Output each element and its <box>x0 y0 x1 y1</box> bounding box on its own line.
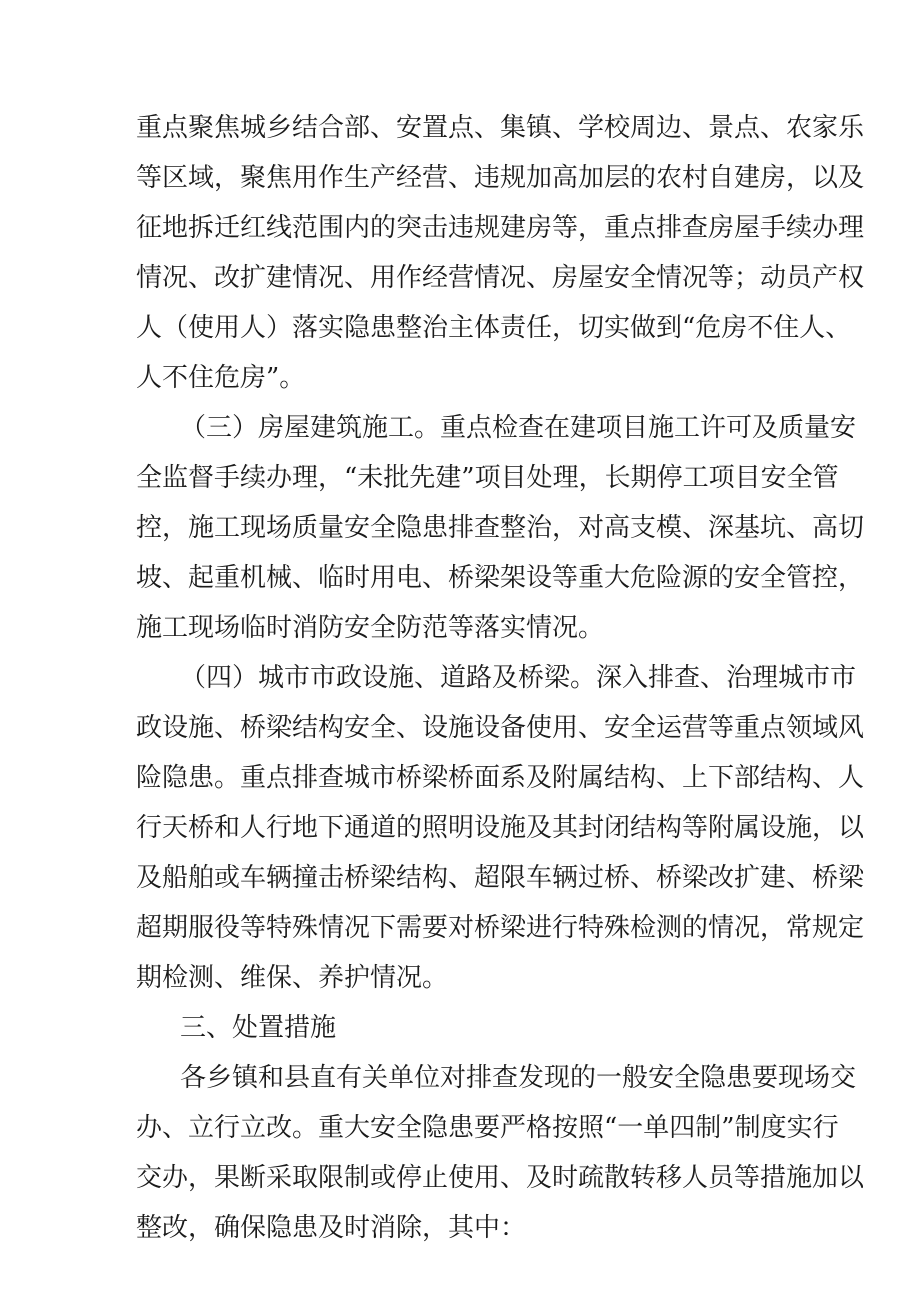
text-line: 施工现场临时消防安全防范等落实情况。 <box>136 613 605 643</box>
text-line: 征地拆迁红线范围内的突击违规建房等，重点排查房屋手续办理 <box>136 213 865 243</box>
chapter-heading: 三、处置措施 <box>180 1013 337 1043</box>
text-line: 期检测、维保、养护情况。 <box>136 963 449 993</box>
text-line: 人不住危房”。 <box>136 363 306 393</box>
text-line: 全监督手续办理，“未批先建”项目处理，长期停工项目安全管 <box>136 463 839 493</box>
text-line: 情况、改扩建情况、用作经营情况、房屋安全情况等；动员产权 <box>136 263 865 293</box>
text-line: 及船舶或车辆撞击桥梁结构、超限车辆过桥、桥梁改扩建、桥梁 <box>136 863 865 893</box>
section-heading-line: （三）房屋建筑施工。重点检查在建项目施工许可及质量安 <box>180 413 857 443</box>
text-line: 办、立行立改。重大安全隐患要严格按照“一单四制”制度实行 <box>136 1113 839 1143</box>
text-line: 坡、起重机械、临时用电、桥梁架设等重大危险源的安全管控， <box>136 563 865 593</box>
section-heading-line: （四）城市市政设施、道路及桥梁。深入排查、治理城市市 <box>180 663 857 693</box>
text-line: 政设施、桥梁结构安全、设施设备使用、安全运营等重点领域风 <box>136 713 865 743</box>
text-line: 超期服役等特殊情况下需要对桥梁进行特殊检测的情况，常规定 <box>136 913 865 943</box>
text-line: 控，施工现场质量安全隐患排查整治，对高支模、深基坑、高切 <box>136 513 865 543</box>
text-line: 各乡镇和县直有关单位对排查发现的一般安全隐患要现场交 <box>180 1063 857 1093</box>
text-line: 险隐患。重点排查城市桥梁桥面系及附属结构、上下部结构、人 <box>136 763 865 793</box>
text-line: 交办，果断采取限制或停止使用、及时疏散转移人员等措施加以 <box>136 1163 865 1193</box>
text-line: 人（使用人）落实隐患整治主体责任，切实做到“危房不住人、 <box>136 313 852 343</box>
text-line: 整改，确保隐患及时消除，其中： <box>136 1213 527 1243</box>
text-line: 重点聚焦城乡结合部、安置点、集镇、学校周边、景点、农家乐 <box>136 113 865 143</box>
text-line: 行天桥和人行地下通道的照明设施及其封闭结构等附属设施，以 <box>136 813 865 843</box>
text-line: 等区域，聚焦用作生产经营、违规加高加层的农村自建房，以及 <box>136 163 865 193</box>
